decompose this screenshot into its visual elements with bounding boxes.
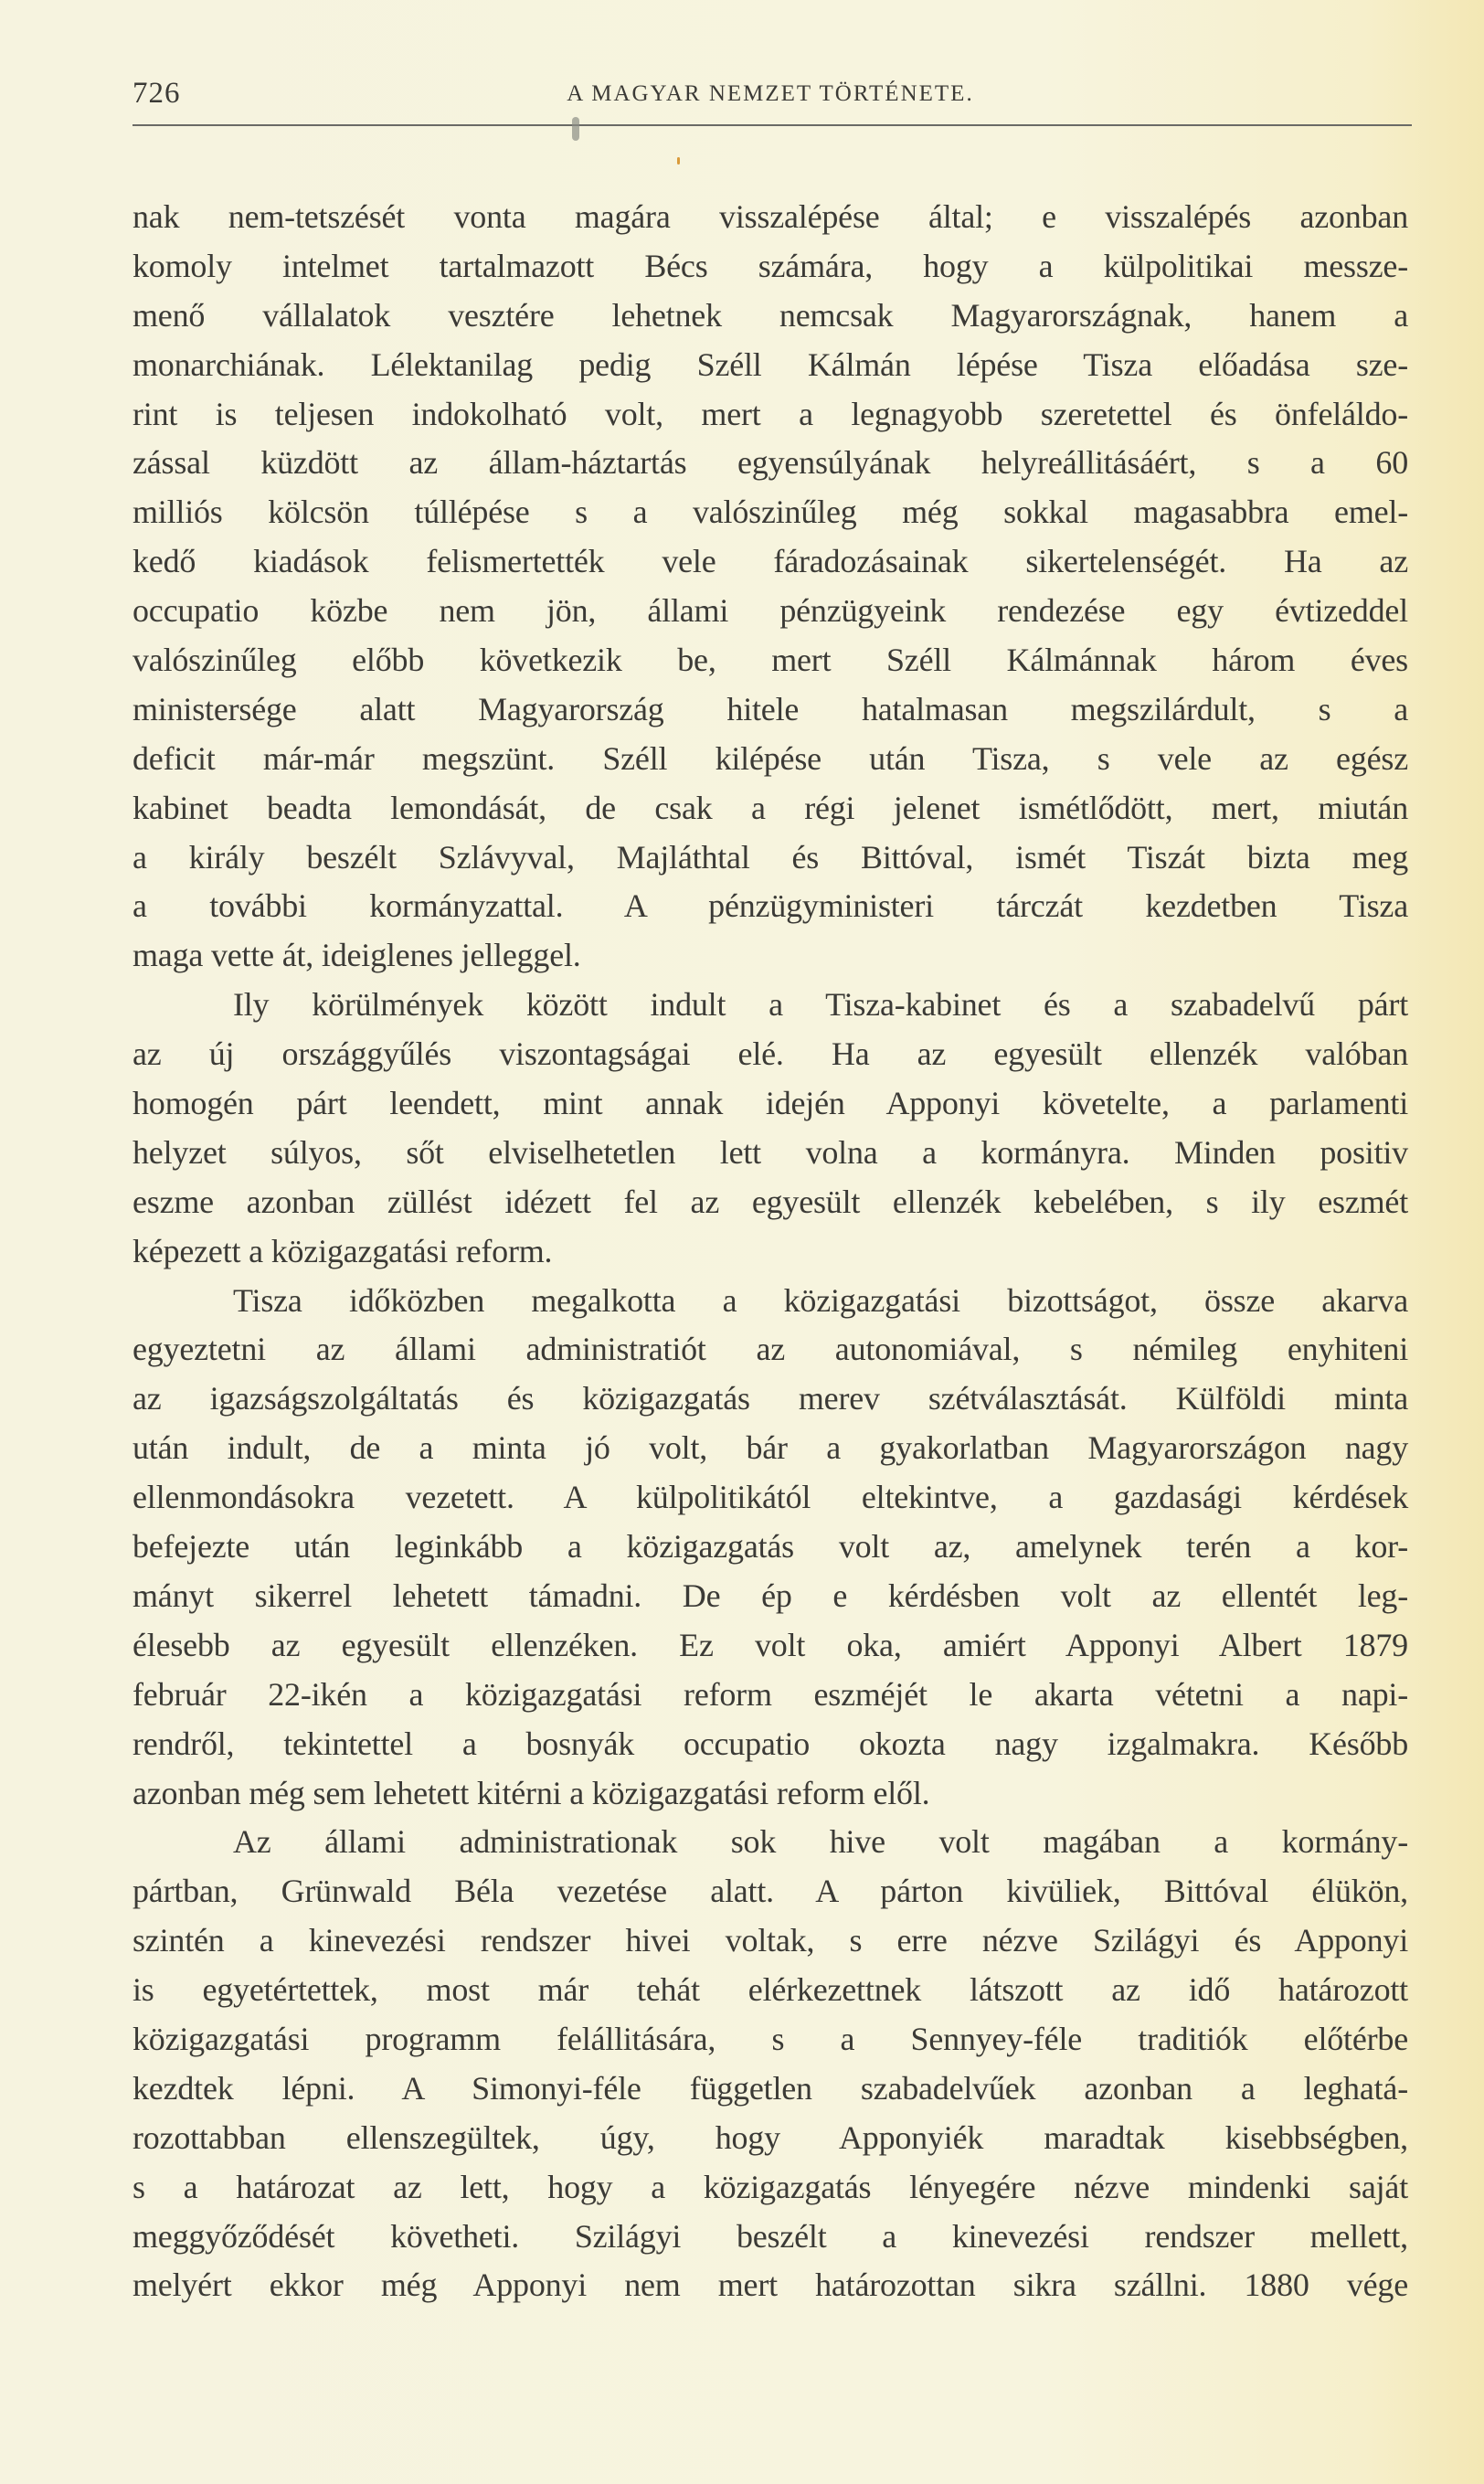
text-line: egyeztetni az állami administratiót az autonomiával, s némileg enyhiteni <box>132 1331 1408 1368</box>
text-line: a további kormányzattal. A pénzügyministeri tárczát kezdetben Tisza <box>132 887 1408 925</box>
paragraph <box>132 981 1408 1276</box>
ink-blot <box>572 117 579 141</box>
text-line: deficit már-már megszünt. Széll kilépése után Tisza, s vele az egész <box>132 739 1408 777</box>
text-line: képezett a közigazgatási reform. <box>132 1232 553 1269</box>
page-number: 726 <box>132 77 181 110</box>
text-line: befejezte után leginkább a közigazgatás volt az, amelynek terén a kor- <box>132 1528 1408 1566</box>
paragraph <box>132 193 1408 981</box>
text-line: meggyőződését követheti. Szilágyi beszélt a kinevezési rendszer mellett, <box>132 2217 1408 2255</box>
text-line: valószinűleg előbb következik be, mert Széll Kálmánnak három éves <box>132 642 1408 679</box>
paragraph <box>132 1277 1408 1819</box>
text-line: az új országgyűlés viszontagságai elé. Ha az egyesült ellenzék valóban <box>132 1035 1408 1073</box>
text-line: maga vette át, ideiglenes jelleggel. <box>132 937 581 974</box>
text-line: zással küzdött az állam-háztartás egyensúlyának helyreállitásáért, s a 60 <box>132 444 1408 482</box>
text-line: kedő kiadások felismertették vele fáradozásainak sikertelenségét. Ha az <box>132 543 1408 580</box>
text-line: Az állami administrationak sok hive volt magában a kormány- <box>233 1823 1408 1861</box>
text-line: szintén a kinevezési rendszer hivei voltak, s erre nézve Szilágyi és Apponyi <box>132 1922 1408 1959</box>
text-line: kezdtek lépni. A Simonyi-féle független szabadelvűek azonban a leghatá- <box>132 2069 1408 2107</box>
text-line: eszme azonban züllést idézett fel az egyesült ellenzék kebelében, s ily eszmét <box>132 1183 1408 1220</box>
running-title: A MAGYAR NEMZET TÖRTÉNETE. <box>567 81 974 106</box>
header-rule <box>132 124 1412 126</box>
text-line: élesebb az egyesült ellenzéken. Ez volt oka, amiért Apponyi Albert 1879 <box>132 1626 1408 1663</box>
text-line: az igazságszolgáltatás és közigazgatás merev szétválasztását. Külföldi minta <box>132 1380 1408 1417</box>
text-line: is egyetértettek, most már tehát elérkezettnek látszott az idő határozott <box>132 1971 1408 2009</box>
text-line: után indult, de a minta jó volt, bár a gyakorlatban Magyarországon nagy <box>132 1429 1408 1467</box>
text-line: mányt sikerrel lehetett támadni. De ép e kérdésben volt az ellentét leg- <box>132 1576 1408 1614</box>
text-line: kabinet beadta lemondását, de csak a régi jelenet ismétlődött, mert, miután <box>132 789 1408 826</box>
text-line: Tisza időközben megalkotta a közigazgatási bizottságot, össze akarva <box>233 1281 1408 1319</box>
text-line: közigazgatási programm felállitására, s a Sennyey-féle traditiók előtérbe <box>132 2020 1408 2057</box>
text-line: azonban még sem lehetett kitérni a közigazgatási reform elől. <box>132 1774 930 1811</box>
text-line: ellenmondásokra vezetett. A külpolitikától eltekintve, a gazdasági kérdések <box>132 1479 1408 1516</box>
text-line: menő vállalatok vesztére lehetnek nemcsak Magyarországnak, hanem a <box>132 296 1408 334</box>
text-line: komoly intelmet tartalmazott Bécs számára, hogy a külpolitikai messze- <box>132 247 1408 284</box>
text-line: Ily körülmények között indult a Tisza-kabinet és a szabadelvű párt <box>233 986 1408 1024</box>
body-text <box>132 193 1408 2310</box>
text-line: milliós kölcsön túllépése s a valószinűleg még sokkal magasabbra emel- <box>132 494 1408 531</box>
paper-speck <box>677 157 680 165</box>
text-line: s a határozat az lett, hogy a közigazgatás lényegére nézve mindenki saját <box>132 2168 1408 2205</box>
text-line: pártban, Grünwald Béla vezetése alatt. A párton kivüliek, Bittóval élükön, <box>132 1873 1408 1910</box>
text-line: rint is teljesen indokolható volt, mert a legnagyobb szeretettel és önfeláldo- <box>132 395 1408 432</box>
text-line: occupatio közbe nem jön, állami pénzügyeink rendezése egy évtizeddel <box>132 592 1408 630</box>
text-line: homogén párt leendett, mint annak idején Apponyi követelte, a parlamenti <box>132 1085 1408 1122</box>
text-line: monarchiának. Lélektanilag pedig Széll Kálmán lépése Tisza előadása sze- <box>132 345 1408 383</box>
text-line: a király beszélt Szlávyval, Majláthtal és Bittóval, ismét Tiszát bizta meg <box>132 838 1408 876</box>
running-header <box>132 77 1408 117</box>
text-line: rendről, tekintettel a bosnyák occupatio okozta nagy izgalmakra. Később <box>132 1725 1408 1762</box>
text-line: ministersége alatt Magyarország hitele hatalmasan megszilárdult, s a <box>132 690 1408 727</box>
text-line: február 22-ikén a közigazgatási reform eszméjét le akarta vétetni a napi- <box>132 1675 1408 1713</box>
text-line: rozottabban ellenszegültek, úgy, hogy Apponyiék maradtak kisebbségben, <box>132 2118 1408 2156</box>
text-line: melyért ekkor még Apponyi nem mert határozottan sikra szállni. 1880 vége <box>132 2266 1408 2304</box>
text-line: helyzet súlyos, sőt elviselhetetlen lett volna a kormányra. Minden positiv <box>132 1133 1408 1171</box>
text-line: nak nem-tetszését vonta magára visszalépése által; e visszalépés azonban <box>132 198 1408 235</box>
paragraph <box>132 1818 1408 2310</box>
